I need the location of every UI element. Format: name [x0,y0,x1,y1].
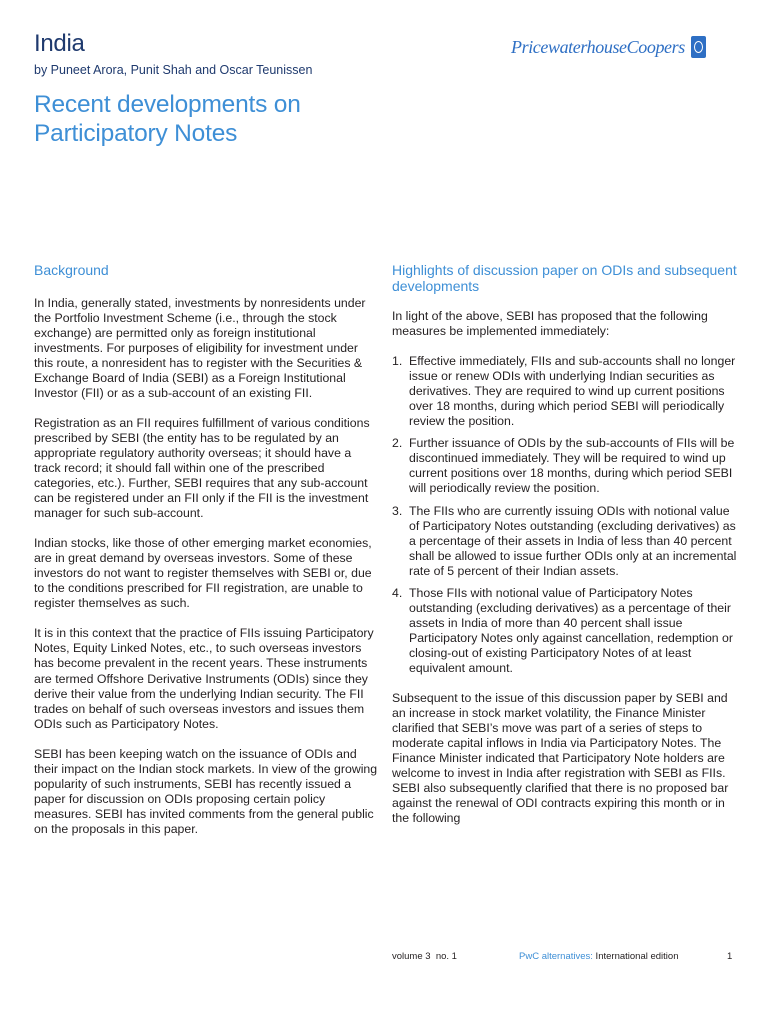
pwc-logo-text: PricewaterhouseCoopers [511,36,685,57]
measure-text: Those FIIs with notional value of Participatory Notes outstanding (excluding derivatives) as a percentage of their assets in India of more than 40 percent shall issue Participatory Notes only against cancellation, redemption or closing-out of existing Participatory Notes of at least equivalent amount. [409,585,733,675]
measure-number: 4. [392,585,403,600]
measure-item [392,436,737,496]
measures-list [392,354,737,676]
country-heading: India [34,30,85,57]
left-column [34,263,379,852]
footer-page-number: 1 [727,951,733,962]
measure-number: 2. [392,436,403,451]
pwc-logo-mark-icon [691,36,706,58]
measure-number: 1. [392,354,403,369]
article-title: Recent developments on Participatory Notes [34,91,301,147]
background-paragraph-5: SEBI has been keeping watch on the issuance of ODIs and their impact on the Indian stock markets. In view of the growing popularity of such instruments, SEBI has recently issued a paper for discussion on ODIs proposing certain policy measures. SEBI has invited comments from the general public on the proposals in this paper. [34,746,378,836]
background-paragraph-3: Indian stocks, like those of other emerging market economies, are in great demand by overseas investors. Some of these investors do not want to register themselves with SEBI or, due to the conditions prescribed for FII registration, are unable to register themselves as such. [34,536,372,611]
footer-publication-edition: International edition [592,951,679,962]
background-paragraph-2: Registration as an FII requires fulfillment of various conditions prescribed by SEBI (the entity has to be regulated by an appropriate regulatory authority overseas; it should have a track record; it should fall within one of the prescribed categories, etc.). Further, SEBI requires that any sub-account can be registered under an FII only if the FII is the investment manager for such sub-account. [34,415,370,521]
measure-item [392,354,737,429]
footer-volume: volume 3 no. 1 [392,951,457,962]
measure-text: The FIIs who are currently issuing ODIs with notional value of Participatory Notes outstanding (excluding derivatives) as a percentage of their assets in India of less than 40 percent shall be allowed to issue further ODIs only at an incremental rate of 5 percent of their Indian assets. [409,503,737,578]
footer-publication [519,951,678,962]
measure-number: 3. [392,503,403,518]
highlights-intro: In light of the above, SEBI has proposed that the following measures be implemented immediately: [392,309,708,339]
authors-byline: by Puneet Arora, Punit Shah and Oscar Teunissen [34,63,313,77]
measure-item [392,504,737,579]
pwc-logo [511,34,706,60]
measure-text: Effective immediately, FIIs and sub-accounts shall no longer issue or renew ODIs with underlying Indian securities as derivatives. They are required to wind up current positions over 18 months, during which period SEBI will periodically review the position. [409,354,736,429]
background-paragraph-4: It is in this context that the practice of FIIs issuing Participatory Notes, Equity Linked Notes, etc., to such overseas investors has become prevalent in the recent years. These instruments are termed Offshore Derivative Instruments (ODIs) since they derive their value from the underlying Indian security. The FII trades on behalf of such overseas investors and issues them ODIs such as Participatory Notes. [34,626,374,731]
measure-text: Further issuance of ODIs by the sub-accounts of FIIs will be discontinued immediately. They will be required to wind up current positions over 18 months, during which period SEBI will periodically review the position. [409,436,735,496]
right-column [392,263,737,841]
background-paragraph-1: In India, generally stated, investments by nonresidents under the Portfolio Investment Scheme (i.e., through the stock exchange) are permitted only as foreign institutional investments. For purposes of eligibility for investment under this route, a nonresident has to register with the Securities & Exchange Board of India (SEBI) as a Foreign Institutional Investor (FII) or as a sub-account of an existing FII. [34,295,366,400]
measure-item [392,586,737,676]
highlights-heading: Highlights of discussion paper on ODIs and subsequent developments [392,262,737,294]
footer-publication-brand: PwC alternatives: [519,951,593,962]
background-heading: Background [34,262,109,278]
highlights-closing-paragraph: Subsequent to the issue of this discussion paper by SEBI and an increase in stock market volatility, the Finance Minister clarified that SEBI’s move was part of a series of steps to moderate capital inflows in India via Participatory Notes. The Finance Minister indicated that Participatory Note holders are welcome to invest in India after registration with SEBI as FIIs. SEBI also subsequently clarified that there is no proposed bar against the renewal of ODI contracts expiring this month or in the following [392,691,729,826]
